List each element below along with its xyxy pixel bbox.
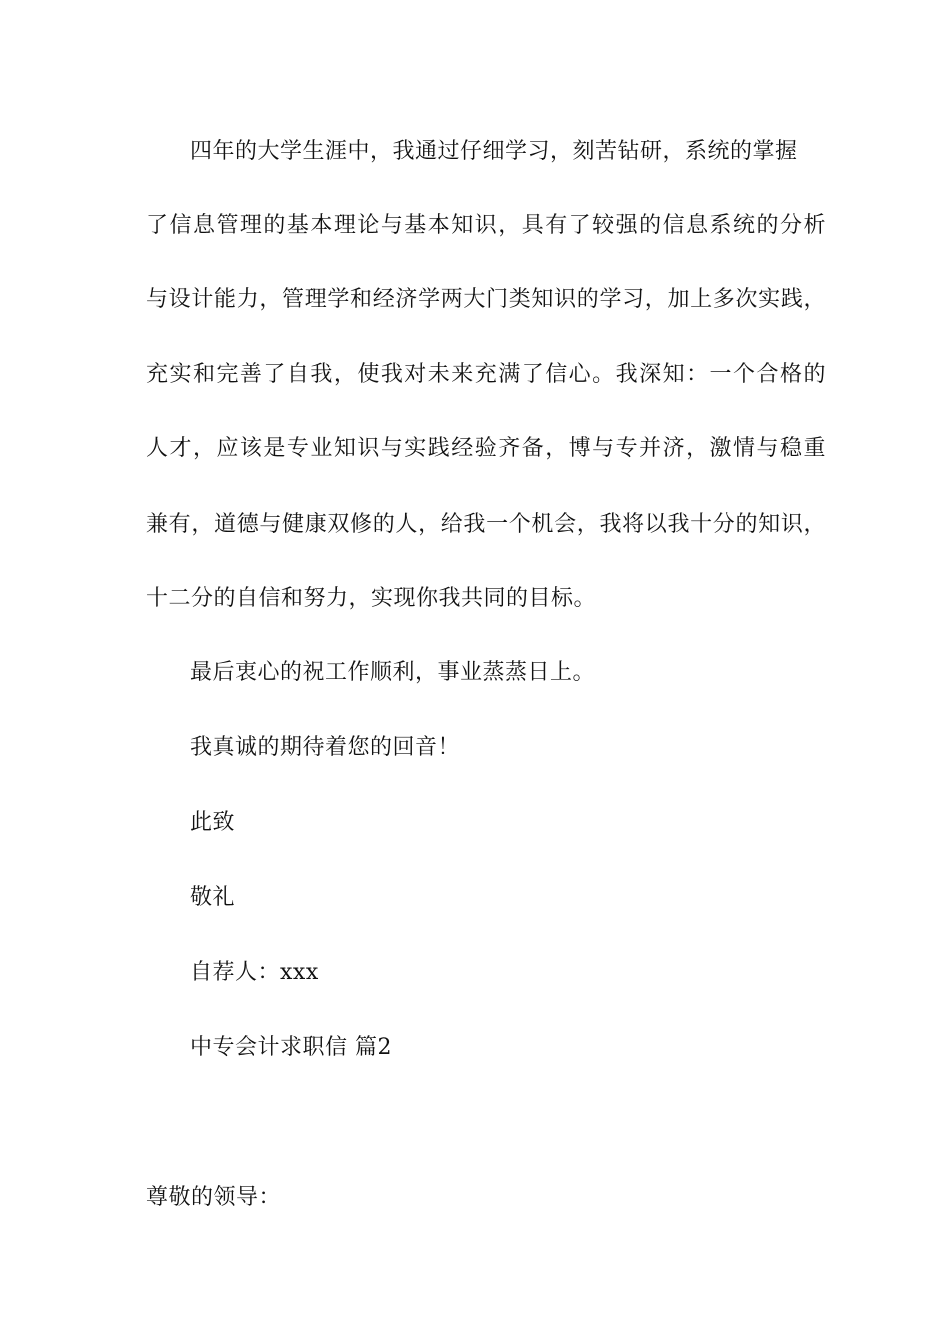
- closing-ci-zhi: 此致: [190, 810, 236, 835]
- wishes-line: 最后衷心的祝工作顺利，事业蒸蒸日上。: [190, 660, 596, 685]
- section-title: 中专会计求职信 篇2: [190, 1035, 392, 1060]
- closing-jing-li: 敬礼: [190, 885, 236, 910]
- paragraph-line: 与设计能力，管理学和经济学两大门类知识的学习，加上多次实践，: [146, 287, 826, 312]
- salutation-line: 尊敬的领导：: [146, 1185, 282, 1210]
- paragraph-line: 充实和完善了自我，使我对未来充满了信心。我深知：一个合格的: [146, 362, 826, 387]
- signature-line: 自荐人：xxx: [190, 960, 319, 985]
- paragraph-line: 人才，应该是专业知识与实践经验齐备，博与专并济，激情与稳重: [146, 436, 826, 461]
- expectation-line: 我真诚的期待着您的回音！: [190, 735, 461, 760]
- paragraph-line: 兼有，道德与健康双修的人，给我一个机会，我将以我十分的知识，: [146, 512, 826, 537]
- paragraph-line: 了信息管理的基本理论与基本知识，具有了较强的信息系统的分析: [146, 213, 826, 238]
- paragraph-line: 十二分的自信和努力，实现你我共同的目标。: [146, 586, 597, 611]
- paragraph-line: 四年的大学生涯中，我通过仔细学习，刻苦钻研，系统的掌握: [190, 139, 798, 164]
